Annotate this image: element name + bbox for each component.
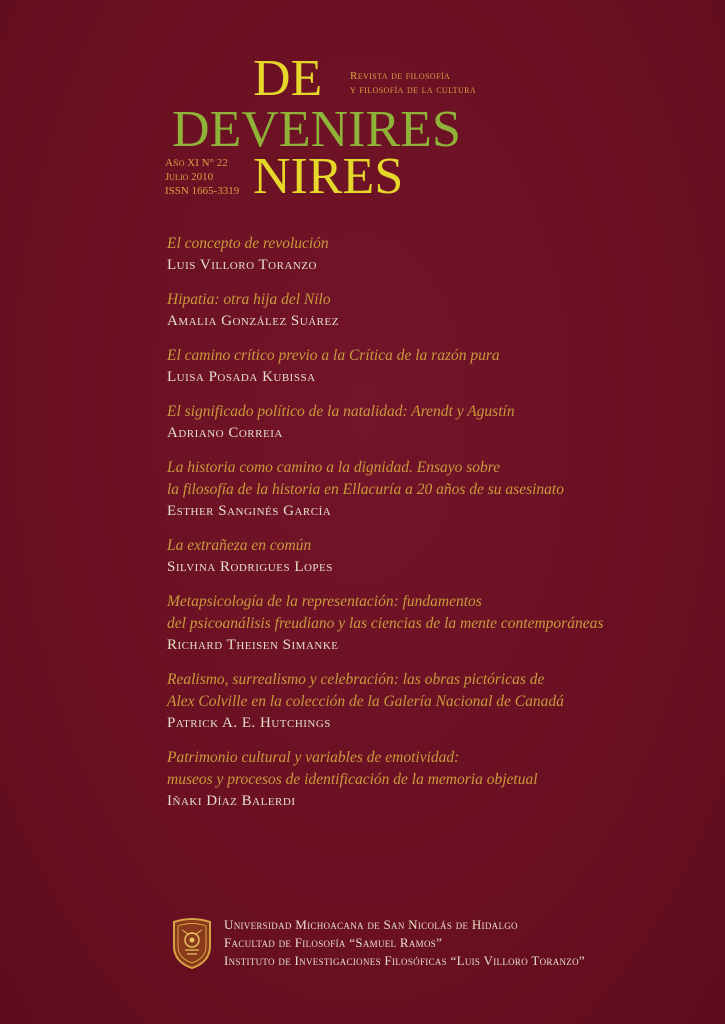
- article-title: El concepto de revolución: [167, 235, 329, 252]
- article-entry: [167, 591, 707, 655]
- article-title: Patrimonio cultural y variables de emotividad:: [167, 749, 460, 766]
- article-title: Metapsicología de la representación: fundamentos: [167, 593, 482, 610]
- article-title: El camino crítico previo a la Crítica de la razón pura: [167, 347, 500, 364]
- masthead-line-2: DEVENIRES: [172, 101, 461, 158]
- article-title: Hipatia: otra hija del Nilo: [167, 291, 331, 308]
- faculty-name: Facultad de Filosofía “Samuel Ramos”: [224, 935, 443, 950]
- article-author: Esther Sanginés García: [167, 503, 332, 519]
- table-of-contents: [167, 233, 707, 825]
- article-author: Luis Villoro Toranzo: [167, 257, 317, 273]
- article-title-continued: museos y procesos de identificación de la memoria objetual: [167, 771, 538, 788]
- article-author: Adriano Correia: [167, 425, 283, 441]
- article-title: El significado político de la natalidad: Arendt y Agustín: [167, 403, 515, 420]
- article-entry: [167, 747, 707, 811]
- article-entry: [167, 401, 707, 443]
- institute-name: Instituto de Investigaciones Filosóficas “Luis Villoro Toranzo”: [224, 953, 585, 968]
- masthead-line-3: NIRES: [253, 148, 404, 205]
- journal-subtitle-line-1: Revista de filosofía: [350, 70, 451, 82]
- article-author: Silvina Rodrigues Lopes: [167, 559, 333, 575]
- article-title-continued: Alex Colville en la colección de la Galería Nacional de Canadá: [167, 693, 564, 710]
- article-entry: [167, 233, 707, 275]
- article-author: Iñaki Díaz Balerdi: [167, 793, 296, 809]
- article-title-continued: la filosofía de la historia en Ellacuría a 20 años de su asesinato: [167, 481, 564, 498]
- article-entry: [167, 535, 707, 577]
- issue-date: Julio 2010: [165, 171, 214, 183]
- article-title: Realismo, surrealismo y celebración: las obras pictóricas de: [167, 671, 545, 688]
- article-author: Richard Theisen Simanke: [167, 637, 339, 653]
- article-author: Patrick A. E. Hutchings: [167, 715, 331, 731]
- university-seal-icon: [168, 916, 216, 970]
- article-title: La extrañeza en común: [167, 537, 312, 554]
- journal-subtitle-line-2: y filosofía de la cultura: [350, 84, 477, 96]
- article-author: Luisa Posada Kubissa: [167, 369, 316, 385]
- article-entry: [167, 289, 707, 331]
- article-title: La historia como camino a la dignidad. Ensayo sobre: [167, 459, 501, 476]
- article-entry: [167, 345, 707, 387]
- university-name: Universidad Michoacana de San Nicolás de Hidalgo: [224, 917, 518, 932]
- article-entry: [167, 457, 707, 521]
- issn: ISSN 1665-3319: [165, 185, 240, 197]
- article-author: Amalia González Suárez: [167, 313, 339, 329]
- article-entry: [167, 669, 707, 733]
- issue-number: Año XI N° 22: [165, 157, 228, 169]
- masthead-line-1: DE: [253, 50, 323, 107]
- article-title-continued: del psicoanálisis freudiano y las ciencias de la mente contemporáneas: [167, 615, 604, 632]
